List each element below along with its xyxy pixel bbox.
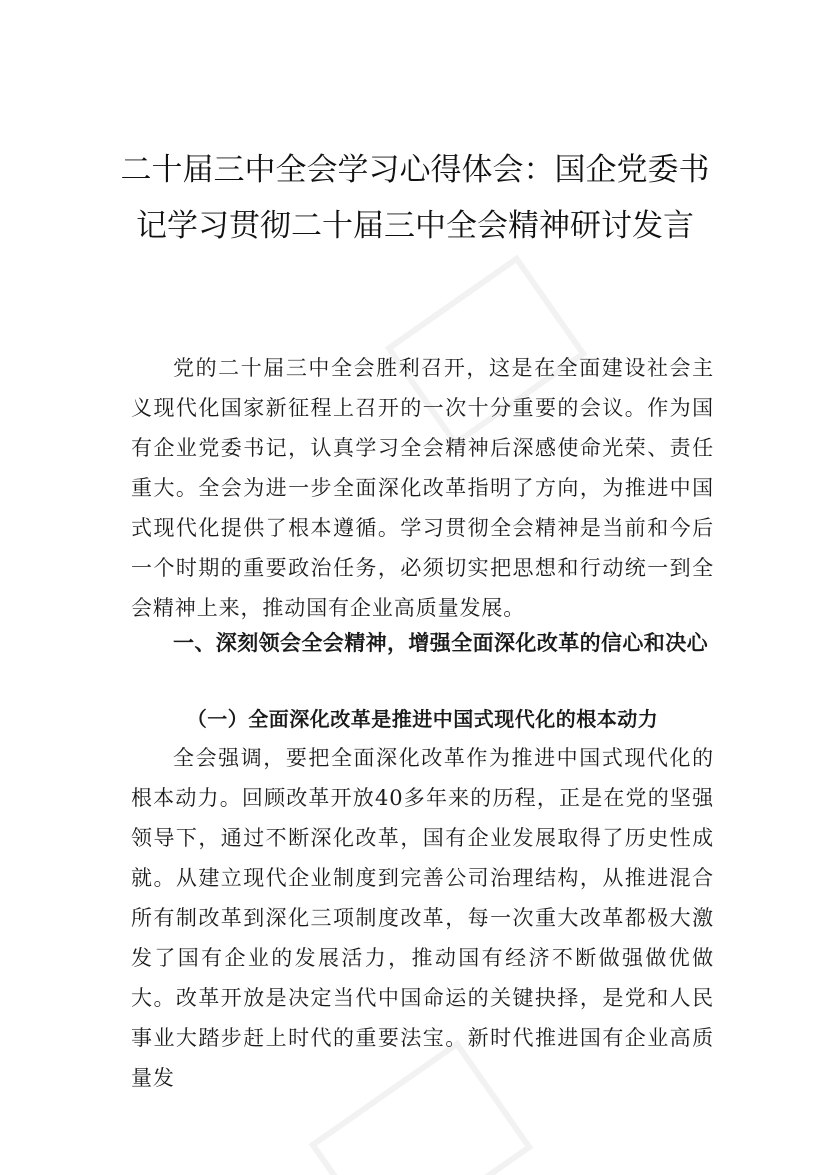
body-paragraph: 党的二十届三中全会胜利召开，这是在全面建设社会主义现代化国家新征程上召开的一次十分重要的会议。作为国有企业党委书记，认真学习全会精神后深感使命光荣、责任重大。全会为进一步全面深化改革指明了方向，为推进中国式现代化提供了根本遵循。学习贯彻全会精神是当前和今后一个时期的重要政治任务，必须切实把思想和行动统一到全会精神上来，推动国有企业高质量发展。 <box>131 356 714 620</box>
document-title: 二十届三中全会学习心得体会：国企党委书记学习贯彻二十届三中全会精神研讨发言 <box>120 152 710 244</box>
section-heading: 一、深刻领会全会精神，增强全面深化改革的信心和决心 <box>173 631 708 655</box>
body-paragraph: 全会强调，要把全面深化改革作为推进中国式现代化的根本动力。回顾改革开放40多年来的历程，正是在党的坚强领导下，通过不断深化改革，国有企业发展取得了历史性成就。从建立现代企业制度到完善公司治理结构，从推进混合所有制改革到深化三项制度改革，每一次重大改革都极大激发了国有企业的发展活力，推动国有经济不断做强做优做大。改革开放是决定当代中国命运的关键抉择，是党和人民事业大踏步赶上时代的重要法宝。新时代推进国有企业高质量发 <box>131 746 714 1090</box>
subsection-heading: （一）全面深化改革是推进中国式现代化的根本动力 <box>186 707 659 731</box>
